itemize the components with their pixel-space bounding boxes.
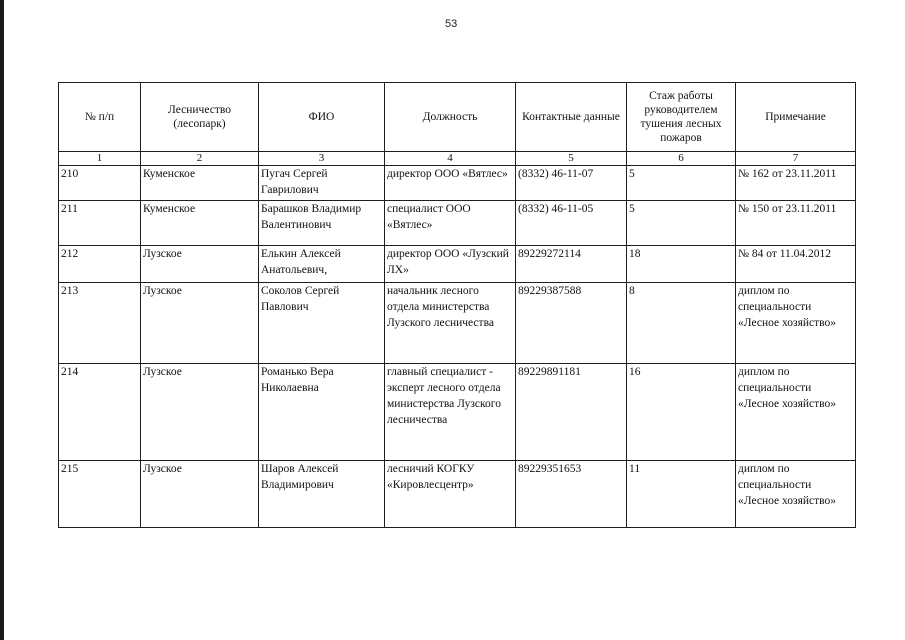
- contact-cell: 89229387588: [516, 283, 627, 364]
- header-cell: Лесничество (лесопарк): [141, 83, 259, 152]
- forestry-cell: Лузское: [141, 461, 259, 528]
- header-cell: Примечание: [736, 83, 856, 152]
- row-number: 212: [59, 246, 141, 283]
- note-cell: диплом по специальности «Лесное хозяйство»: [736, 283, 856, 364]
- header-cell: Должность: [385, 83, 516, 152]
- header-cell: ФИО: [259, 83, 385, 152]
- note-cell: диплом по специальности «Лесное хозяйство»: [736, 364, 856, 461]
- column-number: 4: [385, 152, 516, 166]
- column-number: 3: [259, 152, 385, 166]
- forestry-cell: Лузское: [141, 364, 259, 461]
- contact-cell: 89229351653: [516, 461, 627, 528]
- row-number: 210: [59, 166, 141, 201]
- note-cell: № 84 от 11.04.2012: [736, 246, 856, 283]
- position-cell: лесничий КОГКУ «Кировлесцентр»: [385, 461, 516, 528]
- table-row: [59, 364, 856, 461]
- scan-margin-bar: [0, 0, 4, 640]
- column-number-row: [59, 152, 856, 166]
- forestry-cell: Лузское: [141, 283, 259, 364]
- row-number: 213: [59, 283, 141, 364]
- personnel-table: [58, 82, 856, 528]
- table-row: [59, 201, 856, 246]
- name-cell: Шаров Алексей Владимирович: [259, 461, 385, 528]
- note-cell: диплом по специальности «Лесное хозяйство»: [736, 461, 856, 528]
- header-cell: Стаж работы руководителем тушения лесных пожаров: [627, 83, 736, 152]
- row-number: 211: [59, 201, 141, 246]
- experience-cell: 5: [627, 201, 736, 246]
- position-cell: директор ООО «Лузский ЛХ»: [385, 246, 516, 283]
- column-number: 5: [516, 152, 627, 166]
- name-cell: Елькин Алексей Анатольевич,: [259, 246, 385, 283]
- column-number: 6: [627, 152, 736, 166]
- position-cell: начальник лесного отдела министерства Лузского лесничества: [385, 283, 516, 364]
- name-cell: Пугач Сергей Гаврилович: [259, 166, 385, 201]
- forestry-cell: Куменское: [141, 166, 259, 201]
- note-cell: № 162 от 23.11.2011: [736, 166, 856, 201]
- experience-cell: 18: [627, 246, 736, 283]
- position-cell: специалист ООО «Вятлес»: [385, 201, 516, 246]
- name-cell: Барашков Владимир Валентинович: [259, 201, 385, 246]
- position-cell: главный специалист - эксперт лесного отдела министерства Лузского лесничества: [385, 364, 516, 461]
- contact-cell: (8332) 46-11-05: [516, 201, 627, 246]
- contact-cell: 89229891181: [516, 364, 627, 461]
- header-cell: № п/п: [59, 83, 141, 152]
- experience-cell: 16: [627, 364, 736, 461]
- table-header-row: [59, 83, 856, 152]
- contact-cell: 89229272114: [516, 246, 627, 283]
- table-row: [59, 461, 856, 528]
- table-row: [59, 246, 856, 283]
- forestry-cell: Куменское: [141, 201, 259, 246]
- column-number: 7: [736, 152, 856, 166]
- table-row: [59, 283, 856, 364]
- column-number: 2: [141, 152, 259, 166]
- name-cell: Соколов Сергей Павлович: [259, 283, 385, 364]
- forestry-cell: Лузское: [141, 246, 259, 283]
- experience-cell: 11: [627, 461, 736, 528]
- contact-cell: (8332) 46-11-07: [516, 166, 627, 201]
- header-cell: Контактные данные: [516, 83, 627, 152]
- page-number: 53: [445, 18, 458, 30]
- table-row: [59, 166, 856, 201]
- row-number: 215: [59, 461, 141, 528]
- row-number: 214: [59, 364, 141, 461]
- note-cell: № 150 от 23.11.2011: [736, 201, 856, 246]
- position-cell: директор ООО «Вятлес»: [385, 166, 516, 201]
- experience-cell: 8: [627, 283, 736, 364]
- column-number: 1: [59, 152, 141, 166]
- experience-cell: 5: [627, 166, 736, 201]
- name-cell: Романько Вера Николаевна: [259, 364, 385, 461]
